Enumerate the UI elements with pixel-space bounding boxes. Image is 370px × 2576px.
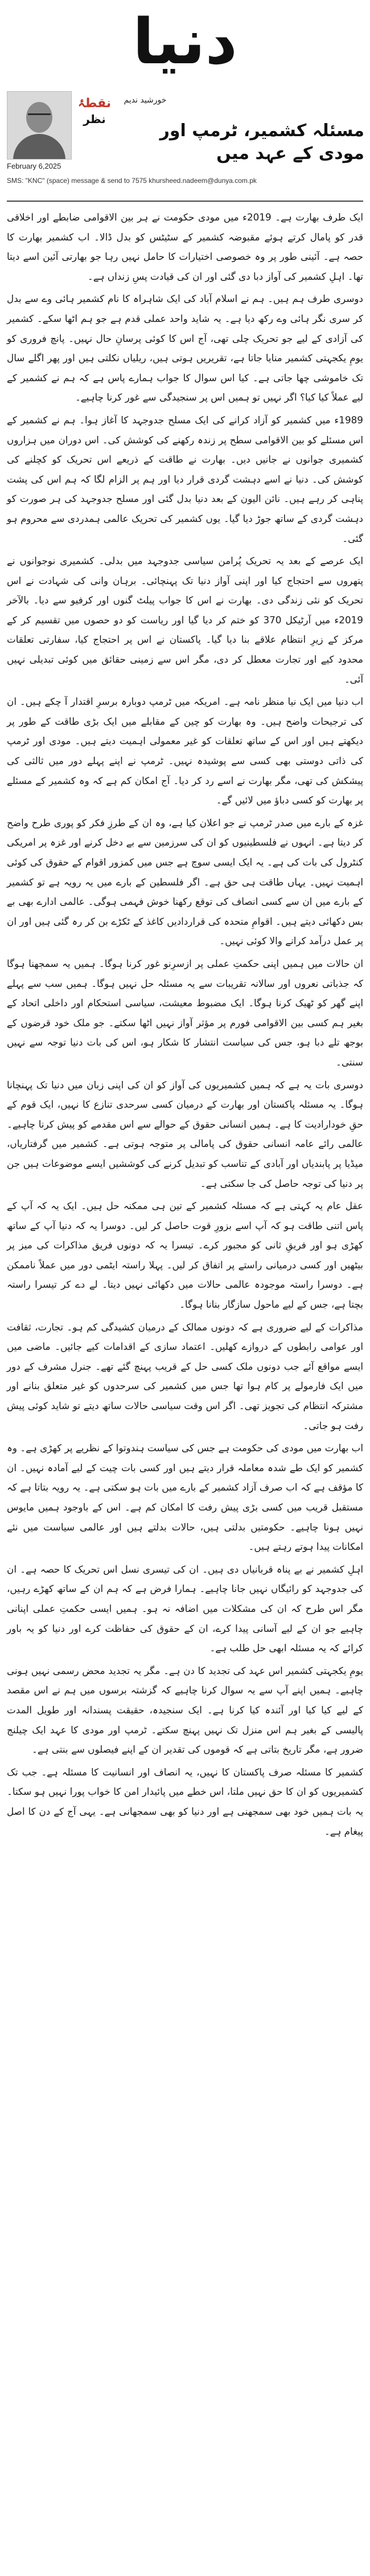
masthead <box>0 0 370 85</box>
logo-text: دنیا <box>133 5 237 78</box>
author-photo <box>7 91 72 160</box>
publish-date: February 6,2025 <box>7 162 61 170</box>
article-paragraph: عقل عام یہ کہتی ہے کہ مسئلہ کشمیر کے تین ہی ممکنہ حل ہیں۔ ایک یہ کہ آپ کے پاس اتنی طاقت ہو کہ آپ اسے بزورِ قوت حاصل کر لیں۔ دوسرا یہ کہ دنیا آپ کے ساتھ کھڑی ہو اور فریقِ ثانی کو مجبور کرے۔ تیسرا یہ کہ دونوں فریق مذاکرات کی میز پر بیٹھیں اور کسی درمیانی راستے پر اتفاق کر لیں۔ پہلا راستہ ایٹمی دور میں عملاً ناممکن ہے۔ دوسرا راستہ موجودہ عالمی حالات میں دکھائی نہیں دیتا۔ لے دے کر تیسرا راستہ بچتا ہے، جس کے لیے ماحول سازگار بنانا ہوگا۔ <box>7 1200 363 1311</box>
article-paragraph: مذاکرات کے لیے ضروری ہے کہ دونوں ممالک کے درمیان کشیدگی کم ہو۔ تجارت، ثقافت اور عوامی رابطوں کے دروازے کھلیں۔ اعتماد سازی کے اقدامات کیے جائیں۔ ماضی میں ایسے مواقع آئے جب دونوں ملک کسی حل کے قریب پہنچ گئے تھے۔ جنرل مشرف کے دور میں ایک فارمولے پر کام ہوا تھا جس میں کشمیر کی سرحدوں کو غیر متعلق بنانے اور مشترکہ انتظام کی تجویز تھی۔ اگر اس وقت سیاسی حالات ساتھ دیتے تو شاید کوئی پیش رفت ہو جاتی۔ <box>7 1321 363 1431</box>
column-brand-top: نقطۂ <box>77 96 112 111</box>
column-header <box>0 85 370 199</box>
article-paragraph: 1989ء میں کشمیر کو آزاد کرانے کی ایک مسلح جدوجہد کا آغاز ہوا۔ ہم نے کشمیر کے اس مسئلے کو بین الاقوامی سطح پر زندہ رکھنے کی کوشش کی۔ اس دوران میں ہزاروں کشمیری جوانوں نے جانیں دیں۔ بھارت نے طاقت کے ذریعے اس تحریک کو کچلنے کی کوشش کی۔ دنیا نے اسے دہشت گردی قرار دیا اور ہم پر الزام لگا کہ ہم اس کی پشت پناہی کر رہے ہیں۔ نائن الیون کے بعد دنیا بدل گئی اور مسلح جدوجہد کی ہر صورت کو دہشت گردی کے ساتھ جوڑ دیا گیا۔ یوں کشمیر کی تحریک عالمی ہمدردی سے محروم ہو گئی۔ <box>7 414 363 544</box>
author-photo-shoulders <box>13 134 65 160</box>
contact-line: SMS: "KNC" (space) message & send to 7575 khursheed.nadeem@dunya.com.pk <box>7 177 257 185</box>
header-divider <box>7 201 363 202</box>
article-headline: مسئلہ کشمیر، ٹرمپ اور مودی کے عہد میں <box>159 121 364 164</box>
column-brand-bottom: نظر <box>83 112 106 126</box>
article-paragraph: یومِ یکجہتی کشمیر اس عہد کی تجدید کا دن ہے۔ مگر یہ تجدید محض رسمی نہیں ہونی چاہیے۔ ہمیں اپنے آپ سے یہ سوال کرنا چاہیے کہ گزشتہ برسوں میں ہم نے اس مقصد کے لیے کیا کیا اور آئندہ کیا کرنا ہے۔ ایک سنجیدہ، حقیقت پسندانہ اور طویل المدت پالیسی کے بغیر ہم اس منزل تک نہیں پہنچ سکتے۔ ٹرمپ اور مودی کا عہد ایک چیلنج ضرور ہے، مگر تاریخ بتاتی ہے کہ قوموں کی تقدیر ان کے اپنے فیصلوں سے بنتی ہے۔ <box>7 1664 363 1756</box>
article-body <box>7 207 363 2566</box>
article-paragraph: کشمیر کا مسئلہ صرف پاکستان کا نہیں، یہ انصاف اور انسانیت کا مسئلہ ہے۔ جب تک کشمیریوں کو ان کا حق نہیں ملتا، اس خطے میں پائیدار امن کا خواب پورا نہیں ہو سکتا۔ یہ بات ہمیں خود بھی سمجھنی ہے اور دنیا کو بھی سمجھانی ہے۔ یہی آج کے دن کا اصل پیغام ہے۔ <box>7 1766 363 1837</box>
newspaper-logo <box>114 5 256 79</box>
article-paragraph: ان حالات میں ہمیں اپنی حکمتِ عملی پر ازسرِنو غور کرنا ہوگا۔ ہمیں یہ سمجھنا ہوگا کہ جذباتی نعروں اور سالانہ تقریبات سے یہ مسئلہ حل نہیں ہوگا۔ ہمیں سب سے پہلے اپنے گھر کو ٹھیک کرنا ہوگا۔ ایک مضبوط معیشت، سیاسی استحکام اور داخلی اتحاد کے بغیر ہم کسی بین الاقوامی فورم پر مؤثر آواز نہیں اٹھا سکتے۔ جو ملک خود قرضوں کے بوجھ تلے دبا ہو، جس کی سیاست انتشار کا شکار ہو، اس کی بات دنیا توجہ سے نہیں سنتی۔ <box>7 957 363 1068</box>
article-paragraph: غزہ کے بارے میں صدر ٹرمپ نے جو اعلان کیا ہے، وہ ان کے طرزِ فکر کو پوری طرح واضح کر دیتا ہے۔ انہوں نے فلسطینیوں کو ان کی سرزمین سے بے دخل کرنے اور غزہ پر امریکی کنٹرول کی بات کی ہے۔ یہ ایک ایسی سوچ ہے جس میں کمزور اقوام کے حقوق کی کوئی اہمیت نہیں۔ یہاں طاقت ہی حق ہے۔ اگر فلسطین کے بارے میں یہ رویہ ہے تو کشمیر کے بارے میں ان سے کسی انصاف کی توقع رکھنا خوش فہمی ہوگی۔ عالمی ادارے بھی بے بس دکھائی دیتے ہیں۔ اقوامِ متحدہ کی قراردادیں کاغذ کے ٹکڑے بن کر رہ گئی ہیں اور ان پر عمل درآمد کرانے والا کوئی نہیں۔ <box>7 817 363 947</box>
author-photo-glasses <box>28 113 51 121</box>
article-paragraph: دوسری طرف ہم ہیں۔ ہم نے اسلام آباد کی ایک شاہراہ کا نام کشمیر ہائی وے سے بدل کر سری نگر ہائی وے رکھ دیا ہے۔ یہ شاید واحد عملی قدم ہے جو ہم اٹھا سکے۔ کشمیر کی آزادی کے لیے جو تحریک چلی تھی، آج اس کا کوئی پرسانِ حال نہیں۔ پانچ فروری کو یومِ یکجہتی کشمیر منایا جاتا ہے، تقریریں ہوتی ہیں، ریلیاں نکلتی ہیں اور پھر اگلے سال تک خاموشی چھا جاتی ہے۔ کیا اس سوال کا جواب ہمارے پاس ہے کہ ہم نے کشمیر کے لیے عملاً کیا کیا؟ اگر نہیں تو ہمیں اس پر سنجیدگی سے غور کرنا چاہیے۔ <box>7 293 363 403</box>
column-brand <box>74 96 115 132</box>
article-paragraph: ایک عرصے کے بعد یہ تحریک پُرامن سیاسی جدوجہد میں بدلی۔ کشمیری نوجوانوں نے پتھروں سے احتجاج کیا اور اپنی آواز دنیا تک پہنچائی۔ برہان وانی کی شہادت نے اس تحریک کو نئی زندگی دی۔ بھارت نے اس کا جواب پیلٹ گنوں اور کرفیو سے دیا۔ بالآخر 2019ء میں آرٹیکل 370 کو ختم کر دیا گیا اور ریاست کو دو حصوں میں تقسیم کر کے مرکز کے زیرِ انتظام علاقے بنا دیا گیا۔ پاکستان نے اس پر احتجاج کیا، سفارتی تعلقات محدود کیے اور تجارت معطل کر دی، مگر اس سے زمینی حقائق میں کوئی تبدیلی نہیں آئی۔ <box>7 555 363 685</box>
article-paragraph: اہلِ کشمیر نے بے پناہ قربانیاں دی ہیں۔ ان کی تیسری نسل اس تحریک کا حصہ ہے۔ ان کی جدوجہد کو رائیگاں نہیں جانا چاہیے۔ ہمارا فرض ہے کہ ہم ان کے ساتھ کھڑے رہیں، مگر اس طرح کہ ان کی مشکلات میں اضافہ نہ ہو۔ ہمیں ایسی حکمتِ عملی اپنانی چاہیے جو ان کے لیے آسانی پیدا کرے، ان کے حقوق کی حفاظت کرے اور دنیا کو یہ باور کرائے کہ یہ مسئلہ ابھی حل طلب ہے۔ <box>7 1563 363 1654</box>
article-paragraph: دوسری بات یہ ہے کہ ہمیں کشمیریوں کی آواز کو ان کی اپنی زبان میں دنیا تک پہنچانا ہوگا۔ یہ مسئلہ پاکستان اور بھارت کے درمیان کسی سرحدی تنازع کا نہیں، ایک قوم کے حقِ خودارادیت کا ہے۔ ہمیں انسانی حقوق کے حوالے سے اس مقدمے کو پیش کرنا چاہیے۔ عالمی رائے عامہ انسانی حقوق کی پامالی پر متوجہ ہوتی ہے۔ کشمیر میں گرفتاریاں، میڈیا پر پابندیاں اور آبادی کے تناسب کو تبدیل کرنے کی کوششیں ایسے موضوعات ہیں جن پر دنیا کی توجہ حاصل کی جا سکتی ہے۔ <box>7 1079 363 1189</box>
author-name: خورشید ندیم <box>124 96 167 105</box>
article-paragraph: ایک طرف بھارت ہے۔ 2019ء میں مودی حکومت نے ہر بین الاقوامی ضابطے اور اخلاقی قدر کو پامال کرتے ہوئے مقبوضہ کشمیر کے سٹیٹس کو بدل ڈالا۔ اب کشمیر بھارت کا حصہ ہے۔ آئینی طور پر وہ خصوصی اختیارات کا حامل نہیں رہا جو بھارتی آئین اسے دیتا تھا۔ اہلِ کشمیر کی آواز دبا دی گئی اور ان کی قیادت پسِ زنداں ہے۔ <box>7 211 363 282</box>
article-paragraph: اب بھارت میں مودی کی حکومت ہے جس کی سیاست ہندوتوا کے نظریے پر کھڑی ہے۔ وہ کشمیر کو ایک طے شدہ معاملہ قرار دیتے ہیں اور کسی بات چیت کے لیے آمادہ نہیں۔ ان کا مؤقف ہے کہ اب صرف آزاد کشمیر کے بارے میں بات ہو سکتی ہے۔ یہ رویہ بتاتا ہے کہ مستقبل قریب میں کسی بڑی پیش رفت کا امکان کم ہے۔ اس کے باوجود ہمیں مایوس نہیں ہونا چاہیے۔ حکومتیں بدلتی ہیں، حالات بدلتے ہیں اور عالمی سیاست میں نئے امکانات پیدا ہوتے رہتے ہیں۔ <box>7 1442 363 1553</box>
article-paragraph: اب دنیا میں ایک نیا منظر نامہ ہے۔ امریکہ میں ٹرمپ دوبارہ برسرِ اقتدار آ چکے ہیں۔ ان کی ترجیحات واضح ہیں۔ وہ بھارت کو چین کے مقابلے میں ایک بڑی طاقت کے طور پر دیکھتے ہیں اور اس کے ساتھ تعلقات کو غیر معمولی اہمیت دیتے ہیں۔ مودی اور ٹرمپ کی ذاتی دوستی بھی کسی سے پوشیدہ نہیں۔ ٹرمپ نے اپنے پہلے دور میں ثالثی کی پیشکش کی تھی، مگر بھارت نے اسے رد کر دیا۔ آج امکان کم ہے کہ وہ کشمیر کے مسئلے پر بھارت کو کسی دباؤ میں لائیں گے۔ <box>7 696 363 806</box>
